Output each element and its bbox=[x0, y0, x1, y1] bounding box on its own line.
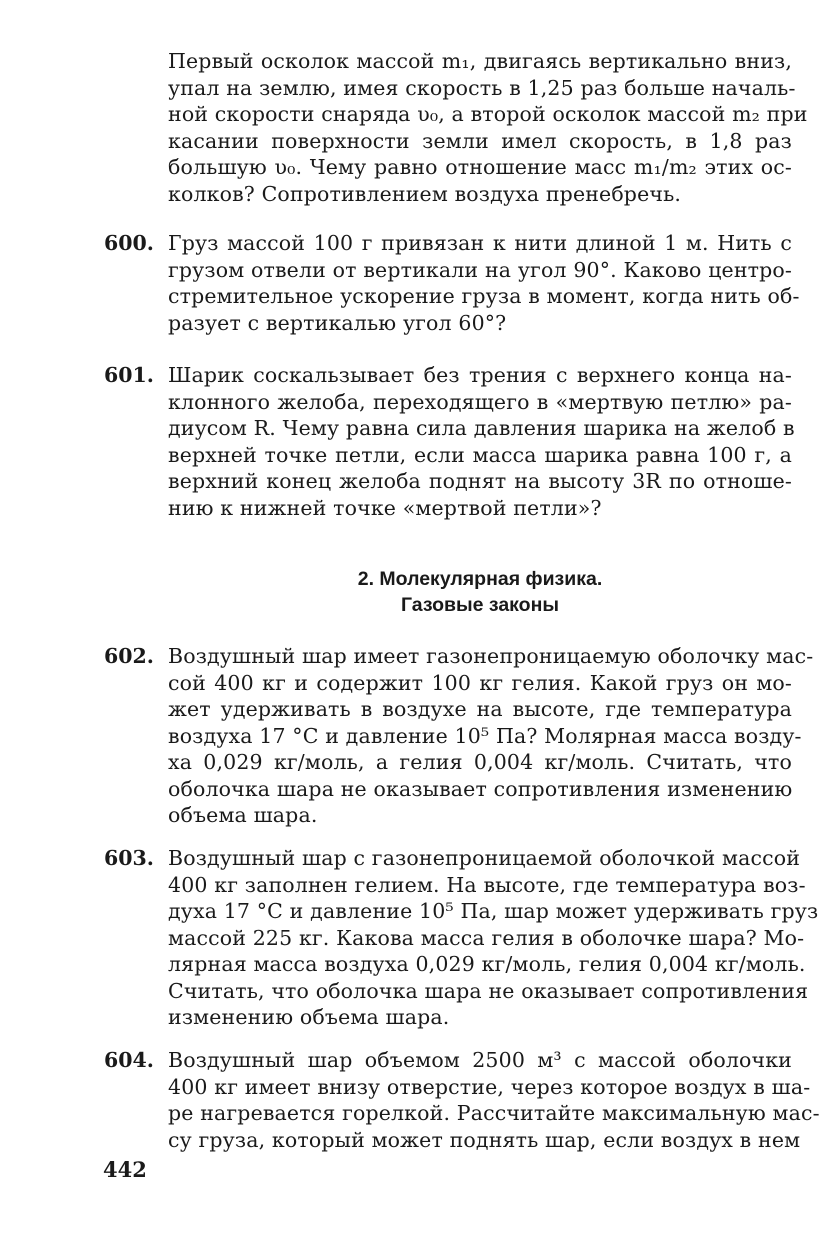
problem-600-text bbox=[168, 230, 800, 336]
text-line: упал на землю, имея скорость в 1,25 раз больше началь- bbox=[168, 75, 796, 100]
problem-601-text bbox=[168, 362, 795, 521]
page-number: 442 bbox=[103, 1157, 147, 1182]
problem-number-602: 602. bbox=[104, 644, 154, 668]
paragraph-continuation bbox=[168, 48, 808, 207]
text-line: сой 400 кг и содержит 100 кг гелия. Какой груз он мо- bbox=[168, 670, 792, 695]
text-line: Первый осколок массой m₁, двигаясь вертикально вниз, bbox=[168, 49, 792, 73]
text-line: верхней точке петли, если масса шарика равна 100 г, а bbox=[168, 442, 792, 467]
text-line: объема шара. bbox=[168, 803, 318, 827]
section-heading-subtitle: Газовые законы bbox=[400, 594, 560, 616]
text-line: оболочка шара не оказывает сопротивления изменению bbox=[168, 776, 793, 801]
text-line: Шарик соскальзывает без трения с верхнего конца на- bbox=[168, 363, 792, 387]
section-heading bbox=[168, 566, 792, 618]
text-line: массой 225 кг. Какова масса гелия в оболочке шара? Мо- bbox=[168, 925, 805, 950]
text-line: клонного желоба, переходящего в «мертвую петлю» ра- bbox=[168, 389, 792, 414]
text-line: диусом R. Чему равна сила давления шарика на желоб в bbox=[168, 416, 795, 440]
text-line: грузом отвели от вертикали на угол 90°. Каково центро- bbox=[168, 257, 792, 282]
problem-602-text bbox=[168, 643, 814, 829]
text-line: су груза, который может поднять шар, если воздух в нем bbox=[168, 1127, 801, 1152]
problem-number-604: 604. bbox=[104, 1048, 154, 1072]
text-line: воздуха 17 °С и давление 10⁵ Па? Молярная масса возду- bbox=[168, 723, 802, 748]
section-heading-title: 2. Молекулярная физика. bbox=[357, 568, 603, 590]
text-line: большую υ₀. Чему равно отношение масс m₁/m₂ этих ос- bbox=[168, 155, 792, 179]
text-line: лярная масса воздуха 0,029 кг/моль, гелия 0,004 кг/моль. bbox=[168, 952, 806, 976]
text-line: Воздушный шар объемом 2500 м³ с массой оболочки bbox=[168, 1048, 792, 1072]
text-line: Воздушный шар с газонепроницаемой оболочкой массой bbox=[168, 846, 801, 870]
problem-number-603: 603. bbox=[104, 846, 154, 870]
text-line: Воздушный шар имеет газонепроницаемую оболочку мас- bbox=[168, 644, 814, 668]
text-line: изменению объема шара. bbox=[168, 1005, 450, 1029]
problem-number-600: 600. bbox=[104, 231, 154, 255]
problem-number-601: 601. bbox=[104, 363, 154, 387]
text-line: стремительное ускорение груза в момент, когда нить об- bbox=[168, 284, 800, 308]
text-line: 400 кг имеет внизу отверстие, через которое воздух в ша- bbox=[168, 1074, 811, 1099]
text-line: разует с вертикалью угол 60°? bbox=[168, 310, 507, 335]
text-line: верхний конец желоба поднят на высоту 3R по отноше- bbox=[168, 469, 792, 493]
text-line: духа 17 °С и давление 10⁵ Па, шар может удерживать груз bbox=[168, 899, 819, 923]
text-line: Считать, что оболочка шара не оказывает сопротивления bbox=[168, 978, 809, 1003]
text-line: нию к нижней точке «мертвой петли»? bbox=[168, 495, 602, 520]
text-line: жет удерживать в воздухе на высоте, где температура bbox=[168, 697, 792, 721]
text-line: колков? Сопротивлением воздуха пренебречь. bbox=[168, 181, 682, 206]
text-line: ре нагревается горелкой. Рассчитайте максимальную мас- bbox=[168, 1101, 820, 1125]
problem-603-text bbox=[168, 845, 819, 1031]
text-line: ха 0,029 кг/моль, а гелия 0,004 кг/моль. Считать, что bbox=[168, 750, 792, 774]
text-line: 400 кг заполнен гелием. На высоте, где температура воз- bbox=[168, 872, 806, 897]
text-line: касании поверхности земли имел скорость, в 1,8 раз bbox=[168, 128, 792, 153]
text-line: Груз массой 100 г привязан к нити длиной 1 м. Нить с bbox=[168, 231, 792, 255]
problem-604-text bbox=[168, 1047, 820, 1153]
text-line: ной скорости снаряда υ₀, а второй осколок массой m₂ при bbox=[168, 102, 808, 126]
